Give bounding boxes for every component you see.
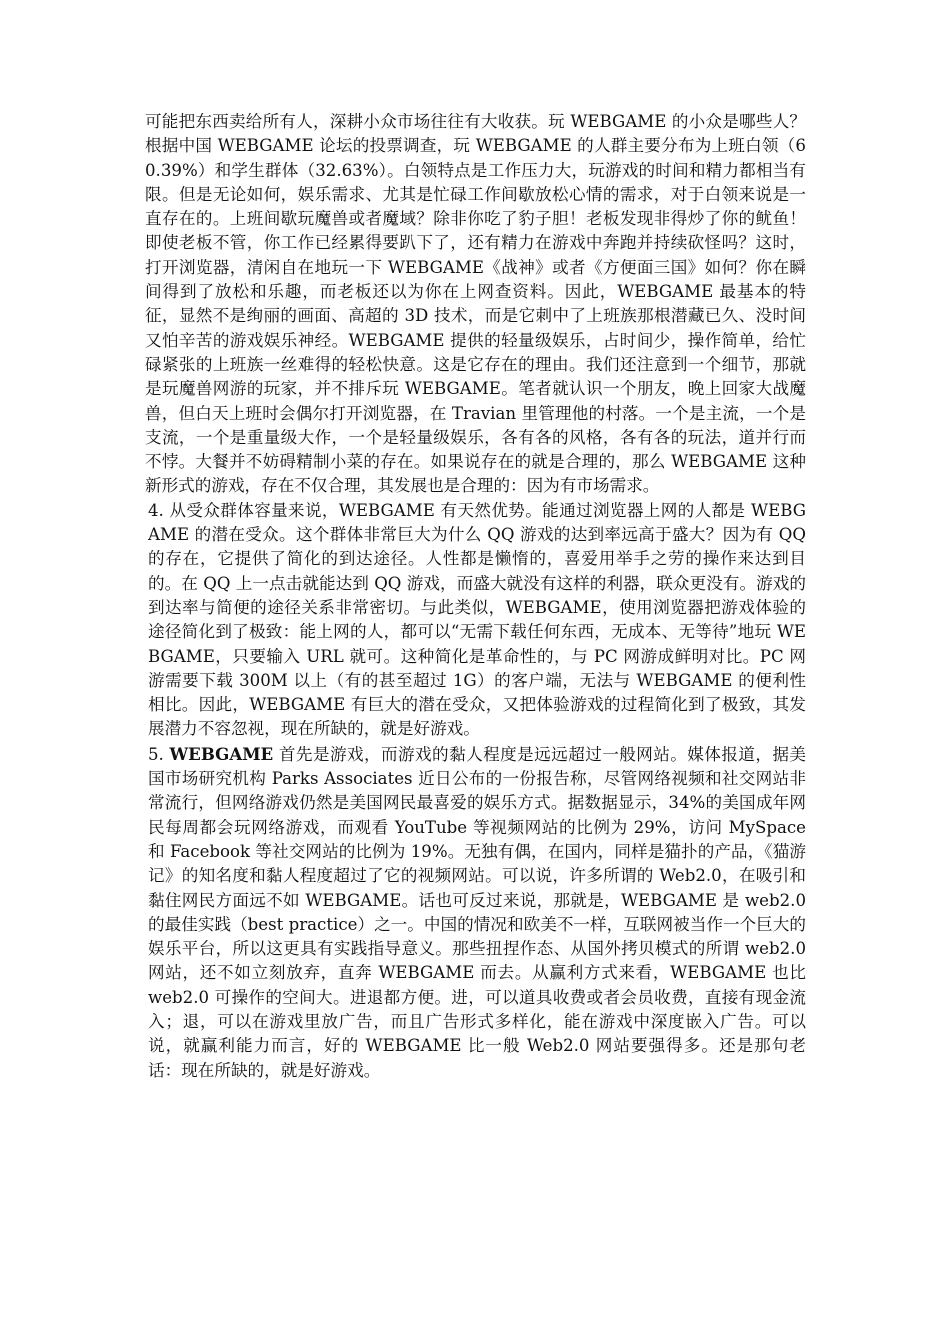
paragraph-audience-capacity: 4. 从受众群体容量来说，WEBGAME 有天然优势。能通过浏览器上网的人都是 WEBGAME 的潜在受众。这个群体非常巨大为什么 QQ 游戏的达到率远高于盛大？因为有 QQ 的存在，它提供了简化的到达途径。人性都是懒惰的，喜爱用举手之劳的操作来达到目的。在 QQ 上一点击就能达到 QQ 游戏，而盛大就没有这样的利器，联众更没有。游戏的到达率与简便的途径关系非常密切。与此类似，WEBGAME，使用浏览器把游戏体验的途径简化到了极致：能上网的人，都可以“无需下载任何东西，无成本、无等待”地玩 WEBGAME，只要输入 URL 就可。这种简化是革命性的，与 PC 网游成鲜明对比。PC 网游需要下载 300M 以上（有的甚至超过 1G）的客户端，无法与 WEBGAME 的便利性相比。因此，WEBGAME 有巨大的潜在受众，又把体验游戏的过程简化到了极致，其发展潜力不容忽视，现在所缺的，就是好游戏。 [148,500,806,739]
bold-term-webgame: WEBGAME [169,743,274,764]
document-body [145,110,806,1083]
paragraph-stickiness-and-profit [145,742,806,1083]
paragraph-number: 5. [148,744,170,764]
paragraph-webgame-niche-audience: 可能把东西卖给所有人，深耕小众市场往往有大收获。玩 WEBGAME 的小众是哪些人？根据中国 WEBGAME 论坛的投票调查，玩 WEBGAME 的人群主要分布为上班白领（60.39%）和学生群体（32.63%）。白领特点是工作压力大，玩游戏的时间和精力都相当有限。但是无论如何，娱乐需求、尤其是忙碌工作间歇放松心情的需求，对于白领来说是一直存在的。上班间歇玩魔兽或者魔域？除非你吃了豹子胆！老板发现非得炒了你的鱿鱼！即使老板不管，你工作已经累得要趴下了，还有精力在游戏中奔跑并持续砍怪吗？这时，打开浏览器，清闲自在地玩一下 WEBGAME《战神》或者《方便面三国》如何？你在瞬间得到了放松和乐趣，而老板还以为你在上网查资料。因此，WEBGAME 最基本的特征，显然不是绚丽的画面、高超的 3D 技术，而是它刺中了上班族那根潜藏已久、没时间又怕辛苦的游戏娱乐神经。WEBGAME 提供的轻量级娱乐，占时间少，操作简单，给忙碌紧张的上班族一丝难得的轻松快意。这是它存在的理由。我们还注意到一个细节，那就是玩魔兽网游的玩家，并不排斥玩 WEBGAME。笔者就认识一个朋友，晚上回家大战魔兽，但白天上班时会偶尔打开浏览器，在 Travian 里管理他的村落。一个是主流，一个是支流，一个是重量级大作，一个是轻量级娱乐，各有各的风格，各有各的玩法，道并行而不悖。大餐并不妨碍精制小菜的存在。如果说存在的就是合理的，那么 WEBGAME 这种新形式的游戏，存在不仅合理，其发展也是合理的：因为有市场需求。 [145,112,806,496]
paragraph-text: 首先是游戏，而游戏的黏人程度是远远超过一般网站。媒体报道，据美国市场研究机构 Parks Associates 近日公布的一份报告称，尽管网络视频和社交网站非常流行，但网络游戏仍然是美国网民最喜爱的娱乐方式。据数据显示，34%的美国成年网民每周都会玩网络游戏，而观看 YouTube 等视频网站的比例为 29%，访问 MySpace 和 Facebook 等社交网站的比例为 19%。无独有偶，在国内，同样是猫扑的产品，《猫游记》的知名度和黏人程度超过了它的视频网站。可以说，许多所谓的 Web2.0，在吸引和黏住网民方面远不如 WEBGAME。话也可反过来说，那就是，WEBGAME 是 web2.0 的最佳实践（best practice）之一。中国的情况和欧美不一样，互联网被当作一个巨大的娱乐平台，所以这更具有实践指导意义。那些扭捏作态、从国外拷贝模式的所谓 web2.0 网站，还不如立刻放弃，直奔 WEBGAME 而去。从赢利方式来看，WEBGAME 也比 web2.0 可操作的空间大。进退都方便。进，可以道具收费或者会员收费，直接有现金流入；退，可以在游戏里放广告，而且广告形式多样化，能在游戏中深度嵌入广告。可以说，就赢利能力而言，好的 WEBGAME 比一般 Web2.0 网站要强得多。还是那句老话：现在所缺的，就是好游戏。 [148,744,806,1080]
